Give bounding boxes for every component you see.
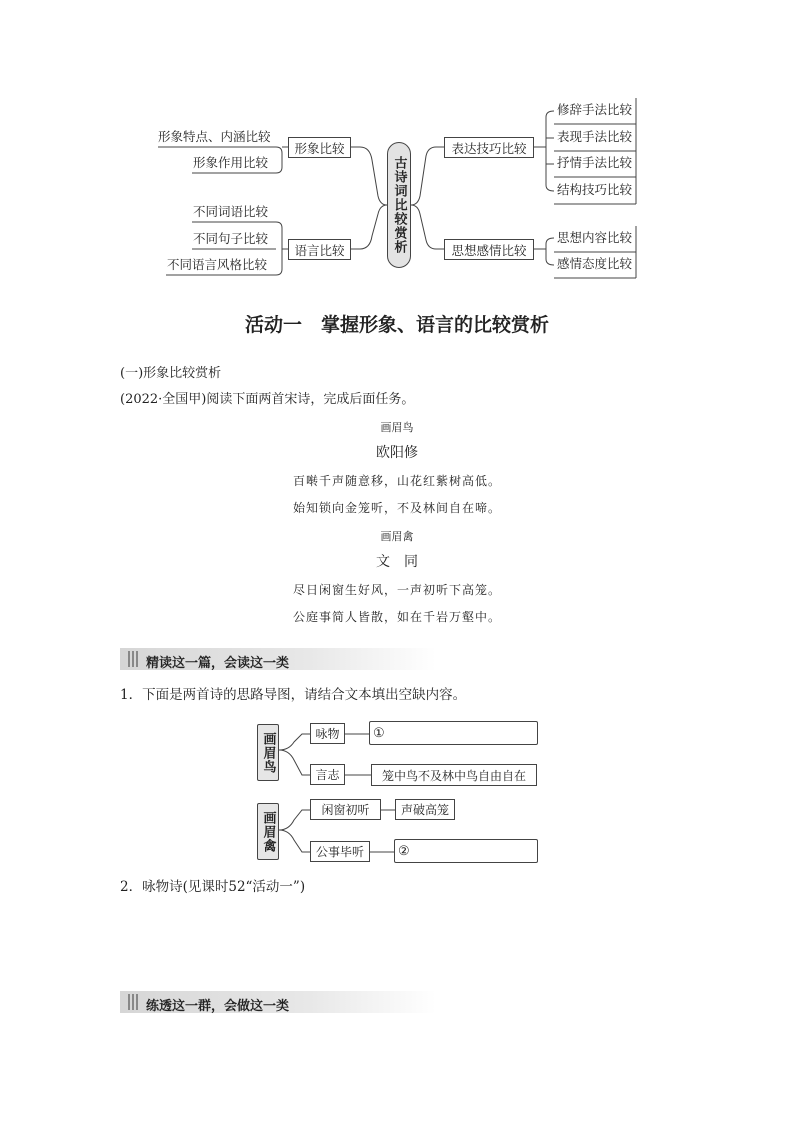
poem-line: 百啭千声随意移，山花红紫树高低。 bbox=[292, 474, 501, 488]
diagram-group-title-text: 画眉禽 bbox=[260, 810, 276, 853]
section-bar-practice bbox=[120, 991, 436, 1013]
poem-author: 文 同 bbox=[376, 554, 418, 570]
mindmap-branch-emotion: 思想感情比较 bbox=[444, 239, 534, 260]
diagram-group-title bbox=[257, 724, 279, 781]
diagram-blank-1[interactable]: ① bbox=[369, 721, 538, 745]
diagram-row-label: 言志 bbox=[310, 764, 345, 785]
mindmap-leaf: 不同句子比较 bbox=[193, 231, 269, 246]
mindmap-branch-technique: 表达技巧比较 bbox=[444, 137, 534, 158]
mindmap-leaf: 不同词语比较 bbox=[193, 204, 269, 219]
diagram-row-label: 闲窗初听 bbox=[310, 799, 381, 820]
mindmap-leaf: 形象特点、内涵比较 bbox=[158, 129, 271, 144]
poem-title: 画眉禽 bbox=[380, 530, 414, 543]
mindmap-leaf: 思想内容比较 bbox=[557, 230, 633, 245]
mindmap-leaf: 抒情手法比较 bbox=[557, 155, 633, 170]
mindmap-leaf: 形象作用比较 bbox=[193, 155, 269, 170]
mindmap-leaf: 修辞手法比较 bbox=[557, 102, 633, 117]
poem-line: 尽日闲窗生好风，一声初听下高笼。 bbox=[292, 583, 501, 597]
diagram-row-value: 笼中鸟不及林中鸟自由自在 bbox=[371, 764, 537, 786]
section-bar-label: 精读这一篇，会读这一类 bbox=[146, 656, 290, 671]
mindmap-leaf: 表现手法比较 bbox=[557, 129, 633, 144]
question-1: 1．下面是两首诗的思路导图，请结合文本填出空缺内容。 bbox=[120, 687, 467, 703]
diagram-row-value: 声破高笼 bbox=[395, 799, 455, 820]
mindmap-leaf: 不同语言风格比较 bbox=[167, 257, 268, 272]
diagram-blank-2[interactable]: ② bbox=[394, 839, 538, 863]
mindmap-leaf: 感情态度比较 bbox=[557, 256, 633, 271]
mindmap-branch-image: 形象比较 bbox=[288, 137, 351, 158]
diagram-row-label: 咏物 bbox=[310, 723, 345, 744]
section-heading: (一)形象比较赏析 bbox=[120, 366, 222, 381]
poem-line: 公庭事简人皆散，如在千岩万壑中。 bbox=[292, 610, 501, 624]
mindmap-leaf: 结构技巧比较 bbox=[557, 182, 633, 197]
question-2: 2．咏物诗(见课时52“活动一”) bbox=[120, 879, 306, 895]
poem-line: 始知锁向金笼听，不及林间自在啼。 bbox=[292, 501, 501, 515]
instruction-text: (2022·全国甲)阅读下面两首宋诗，完成后面任务。 bbox=[120, 392, 415, 407]
diagram-row-label: 公事毕听 bbox=[310, 841, 370, 862]
section-bar-label: 练透这一群，会做这一类 bbox=[146, 999, 290, 1014]
bar-stripes bbox=[128, 994, 140, 1010]
diagram-group-title bbox=[257, 803, 279, 860]
poem-author: 欧阳修 bbox=[376, 445, 418, 461]
mindmap-center-label: 古诗词比较赏析 bbox=[391, 156, 407, 254]
poem-title: 画眉鸟 bbox=[380, 421, 414, 434]
diagram-group-title-text: 画眉鸟 bbox=[260, 731, 276, 774]
activity-title: 活动一 掌握形象、语言的比较赏析 bbox=[244, 314, 549, 336]
mindmap-branch-language: 语言比较 bbox=[288, 239, 351, 260]
